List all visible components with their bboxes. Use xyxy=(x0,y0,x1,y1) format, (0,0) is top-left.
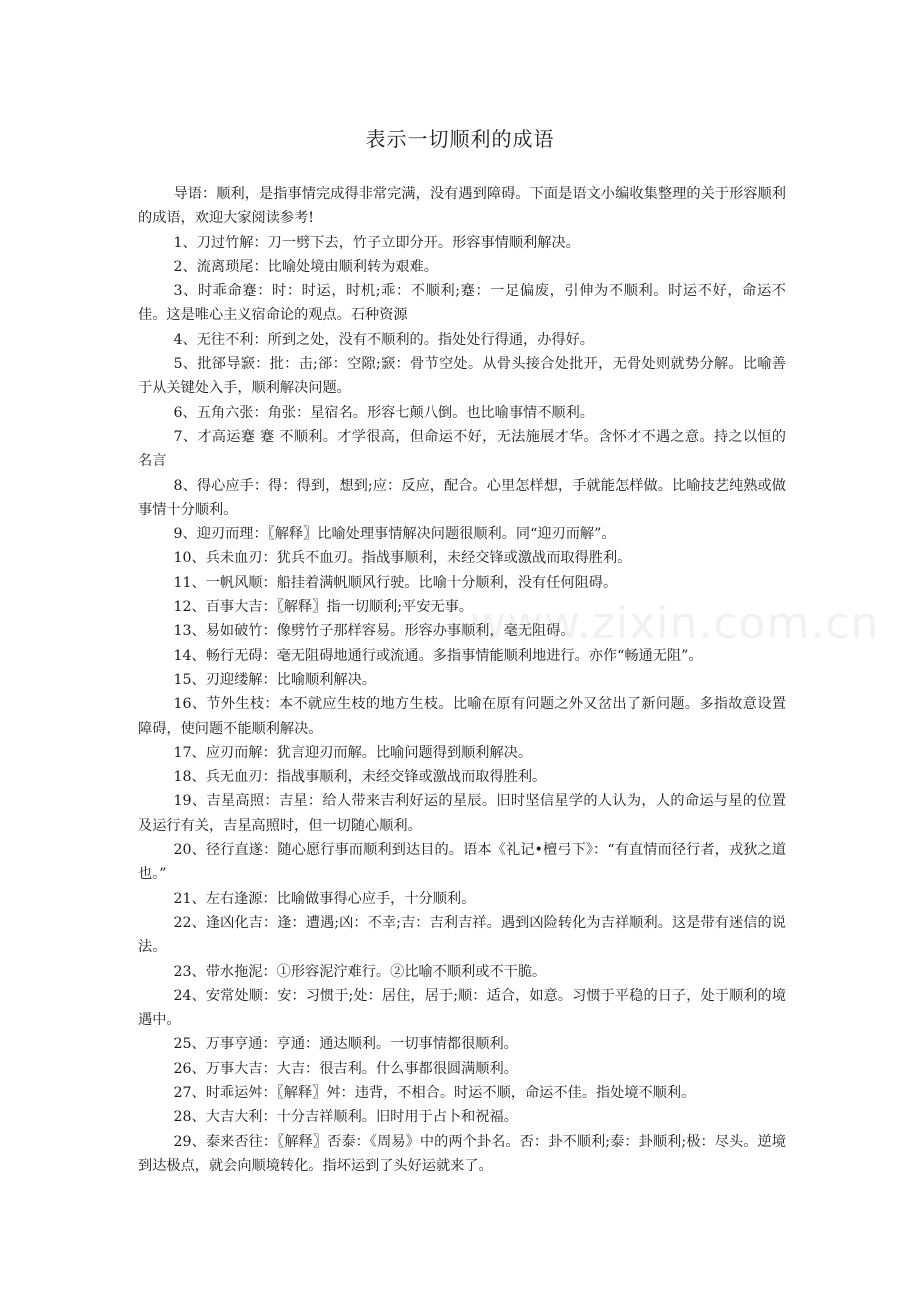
idiom-item-17: 17、应刃而解：犹言迎刃而解。比喻问题得到顺利解决。 xyxy=(173,744,533,761)
idiom-item-13: 13、易如破竹：像劈竹子那样容易。形容办事顺利，毫无阻碍。 xyxy=(173,623,575,640)
idiom-item-15: 15、刃迎缕解：比喻顺利解决。 xyxy=(173,671,376,688)
idiom-item-22: 22、逢凶化吉：逢：遭遇;凶：不幸;吉：吉利吉祥。遇到凶险转化为吉祥顺利。这是带有迷信的说法。 xyxy=(138,914,786,956)
idiom-item-16: 16、节外生枝：本不就应生枝的地方生枝。比喻在原有问题之外又岔出了新问题。多指故意设置障碍，使问题不能顺利解决。 xyxy=(138,696,786,737)
idiom-item-21: 21、左右逢源：比喻做事得心应手，十分顺利。 xyxy=(173,890,476,907)
idiom-item-19: 19、吉星高照：吉星：给人带来吉利好运的星辰。旧时坚信星学的人认为，人的命运与星的位置及运行有关，吉星高照时，但一切随心顺利。 xyxy=(138,793,786,834)
idiom-item-3: 3、时乖命蹇：时：时运，时机;乖：不顺利;蹇：一足偏废，引伸为不顺利。时运不好，命运不佳。这是唯心主义宿命论的观点。石种资源 xyxy=(138,283,786,324)
idiom-item-27: 27、时乖运舛：〖解释〗舛：违背，不相合。时运不顺，命运不佳。指处境不顺利。 xyxy=(173,1084,696,1101)
idiom-item-4: 4、无往不利：所到之处，没有不顺利的。指处处行得通，办得好。 xyxy=(173,331,594,348)
idiom-item-10: 10、兵未血刃：犹兵不血刃。指战事顺利，未经交锋或激战而取得胜利。 xyxy=(173,550,632,567)
idiom-item-25: 25、万事亨通：亨通：通达顺利。一切事情都很顺利。 xyxy=(173,1036,518,1053)
idiom-item-2: 2、流离琐尾：比喻处境由顺利转为艰难。 xyxy=(173,258,438,275)
idiom-item-8: 8、得心应手：得：得到，想到;应：反应，配合。心里怎样想，手就能怎样做。比喻技艺纯熟或做事情十分顺利。 xyxy=(138,477,786,518)
idiom-item-20: 20、径行直遂：随心愿行事而顺利到达目的。语本《礼记•檀弓下》：“有直情而径行者，戎狄之道也。” xyxy=(138,842,786,883)
idiom-item-24: 24、安常处顺：安：习惯于;处：居住，居于;顺：适合，如意。习惯于平稳的日子，处于顺利的境遇中。 xyxy=(138,987,786,1029)
document-title: 表示一切顺利的成语 xyxy=(365,127,555,151)
idiom-item-26: 26、万事大吉：大吉：很吉利。什么事都很圆满顺利。 xyxy=(173,1060,518,1077)
idiom-item-18: 18、兵无血刃：指战事顺利，未经交锋或激战而取得胜利。 xyxy=(173,769,547,786)
idiom-item-28: 28、大吉大利：十分吉祥顺利。旧时用于占卜和祝福。 xyxy=(173,1109,518,1126)
idiom-item-6: 6、五角六张：角张：星宿名。形容七颠八倒。也比喻事情不顺利。 xyxy=(173,404,594,421)
idiom-item-5: 5、批郤导窾：批：击;郤：空隙;窾：骨节空处。从骨头接合处批开，无骨处则就势分解。比喻善于从关键处入手，顺利解决问题。 xyxy=(138,356,786,397)
idiom-item-1: 1、刀过竹解：刀一劈下去，竹子立即分开。形容事情顺利解决。 xyxy=(173,234,580,251)
intro-paragraph: 导语：顺利，是指事情完成得非常完满，没有遇到障碍。下面是语文小编收集整理的关于形容顺利的成语，欢迎大家阅读参考! xyxy=(138,186,786,227)
idiom-item-11: 11、一帆风顺：船挂着满帆顺风行驶。比喻十分顺利，没有任何阻碍。 xyxy=(173,574,618,591)
idiom-item-14: 14、畅行无碍：毫无阻碍地通行或流通。多指事情能顺利地进行。亦作“畅通无阻”。 xyxy=(173,647,703,664)
idiom-item-23: 23、带水拖泥：①形容泥泞难行。②比喻不顺利或不干脆。 xyxy=(173,963,547,980)
idiom-item-12: 12、百事大吉：〖解释〗指一切顺利;平安无事。 xyxy=(173,599,473,616)
idiom-item-9: 9、迎刃而理：〖解释〗比喻处理事情解决问题很顺利。同“迎刃而解”。 xyxy=(173,526,616,543)
idiom-item-7: 7、才高运蹇 蹇 不顺利。才学很高，但命运不好，无法施展才华。含怀才不遇之意。持之以恒的名言 xyxy=(138,428,786,470)
idiom-item-29: 29、泰来否往：〖解释〗否泰：《周易》中的两个卦名。否：卦不顺利;泰：卦顺利;极：尽头。逆境到达极点，就会向顺境转化。指坏运到了头好运就来了。 xyxy=(138,1133,786,1174)
document-body xyxy=(138,182,786,1178)
watermark-text: www.zixin.com.cn xyxy=(470,598,880,649)
